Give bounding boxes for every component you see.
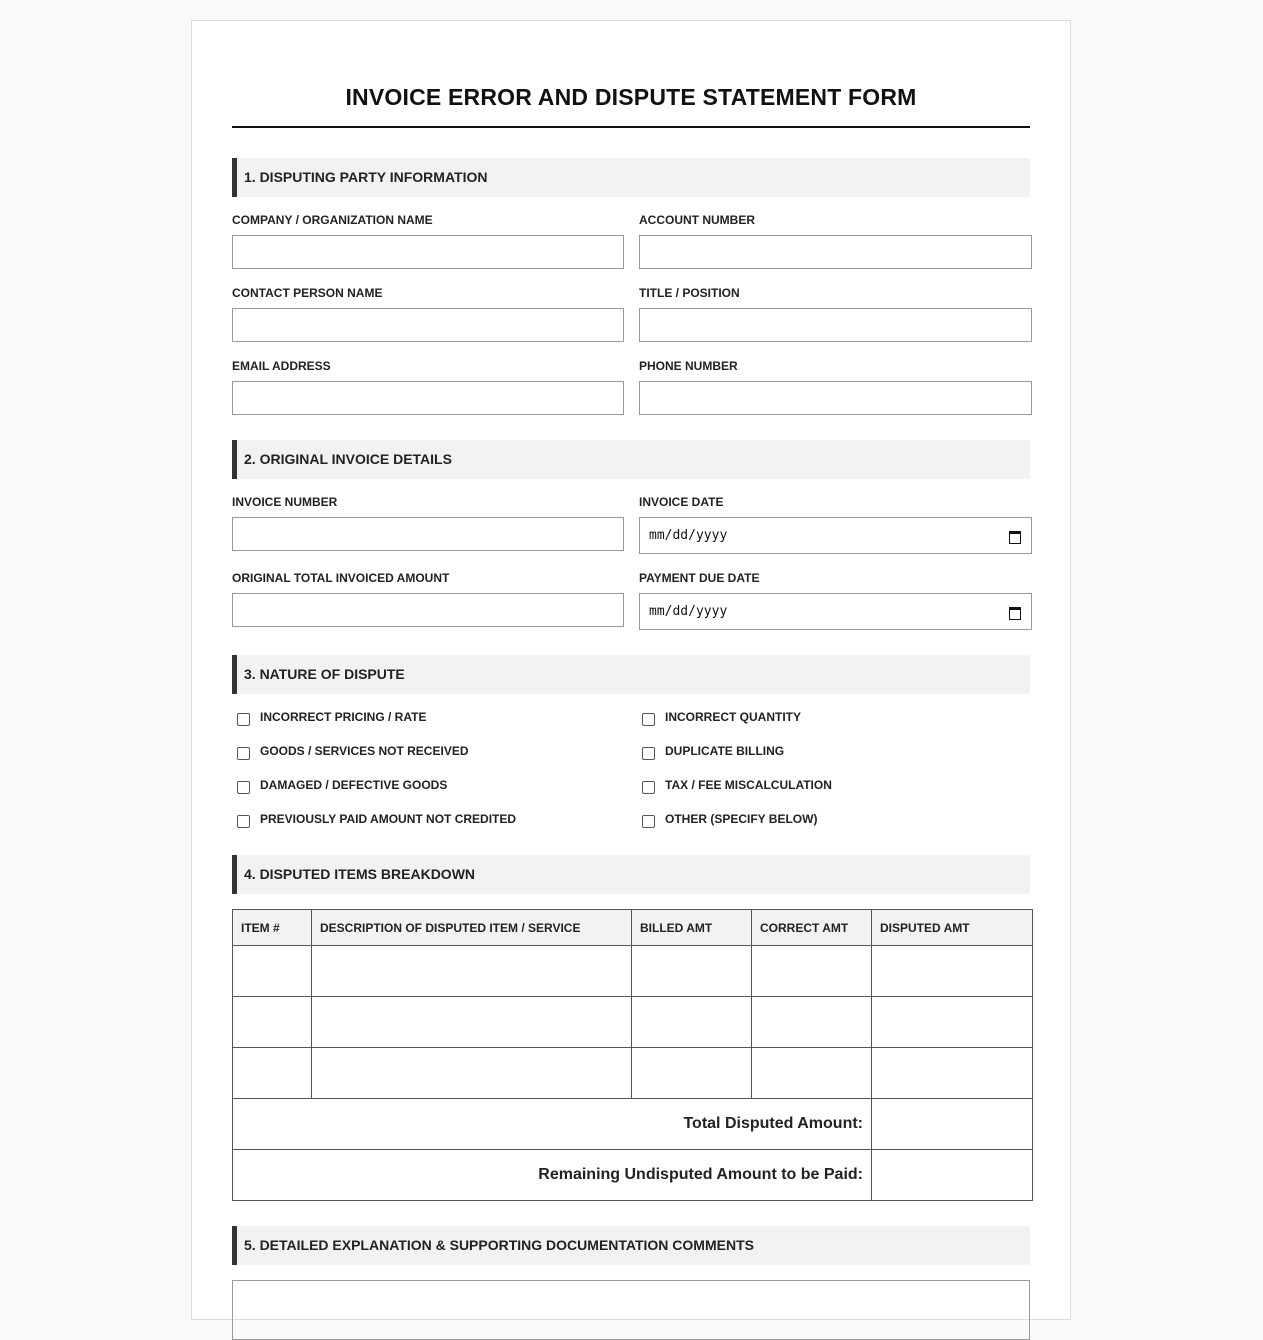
checkbox[interactable]: [237, 713, 250, 726]
option-duplicate[interactable]: [637, 734, 1032, 768]
invoice-date-input[interactable]: [639, 517, 1032, 554]
table-cell[interactable]: [233, 946, 312, 997]
table-row: [233, 997, 1033, 1048]
table-cell[interactable]: [312, 946, 632, 997]
table-cell[interactable]: [752, 1048, 872, 1099]
option-label: INCORRECT PRICING / RATE: [260, 710, 427, 724]
section-2-heading: 2. ORIGINAL INVOICE DETAILS: [232, 440, 1030, 479]
invoice-number-input[interactable]: [232, 517, 624, 551]
option-label: GOODS / SERVICES NOT RECEIVED: [260, 744, 469, 758]
table-cell[interactable]: [233, 997, 312, 1048]
option-label: PREVIOUSLY PAID AMOUNT NOT CREDITED: [260, 812, 517, 826]
invoice-number-field: [232, 494, 624, 554]
checkbox[interactable]: [642, 815, 655, 828]
table-cell[interactable]: [632, 946, 752, 997]
checkbox[interactable]: [237, 781, 250, 794]
checkbox[interactable]: [237, 747, 250, 760]
option-not-credited[interactable]: [232, 802, 637, 836]
table-cell[interactable]: [312, 997, 632, 1048]
remaining-amount-label: Remaining Undisputed Amount to be Paid:: [233, 1150, 872, 1201]
contact-grid: [232, 285, 1030, 342]
invoice-date-placeholder: mm/dd/yyyy: [649, 528, 728, 543]
disputed-items-table: [232, 909, 1033, 1201]
due-date-field: [639, 570, 1032, 630]
account-field: [639, 212, 1032, 269]
total-amount-label: ORIGINAL TOTAL INVOICED AMOUNT: [232, 571, 450, 585]
total-amount-input[interactable]: [232, 593, 624, 627]
email-grid: [232, 358, 1030, 415]
table-cell[interactable]: [632, 997, 752, 1048]
remaining-amount-value[interactable]: [872, 1150, 1033, 1201]
option-other[interactable]: [637, 802, 1032, 836]
section-4-heading: 4. DISPUTED ITEMS BREAKDOWN: [232, 855, 1030, 894]
email-input[interactable]: [232, 381, 624, 415]
company-label: COMPANY / ORGANIZATION NAME: [232, 213, 433, 227]
table-row: [233, 946, 1033, 997]
form-title: INVOICE ERROR AND DISPUTE STATEMENT FORM: [232, 21, 1030, 128]
option-label: OTHER (SPECIFY BELOW): [665, 812, 818, 826]
table-cell[interactable]: [233, 1048, 312, 1099]
table-cell[interactable]: [752, 997, 872, 1048]
invoice-grid-2: [232, 570, 1030, 630]
title-field: [639, 285, 1032, 342]
table-cell[interactable]: [752, 946, 872, 997]
col-billed: BILLED AMT: [632, 910, 752, 946]
table-header-row: [233, 910, 1033, 946]
option-label: DAMAGED / DEFECTIVE GOODS: [260, 778, 448, 792]
total-disputed-label: Total Disputed Amount:: [233, 1099, 872, 1150]
phone-input[interactable]: [639, 381, 1032, 415]
remaining-row: [233, 1150, 1033, 1201]
total-row: [233, 1099, 1033, 1150]
option-damaged[interactable]: [232, 768, 637, 802]
phone-label: PHONE NUMBER: [639, 359, 738, 373]
total-disputed-value[interactable]: [872, 1099, 1033, 1150]
invoice-grid-1: [232, 494, 1030, 554]
section-3-heading: 3. NATURE OF DISPUTE: [232, 655, 1030, 694]
party-info-grid: [232, 212, 1030, 269]
option-quantity[interactable]: [637, 700, 1032, 734]
checkbox[interactable]: [642, 713, 655, 726]
calendar-icon[interactable]: [1009, 530, 1021, 542]
title-label: TITLE / POSITION: [639, 286, 740, 300]
section-5-heading: 5. DETAILED EXPLANATION & SUPPORTING DOCUMENTATION COMMENTS: [232, 1226, 1030, 1265]
col-correct: CORRECT AMT: [752, 910, 872, 946]
company-input[interactable]: [232, 235, 624, 269]
due-date-label: PAYMENT DUE DATE: [639, 571, 760, 585]
due-date-input[interactable]: [639, 593, 1032, 630]
email-label: EMAIL ADDRESS: [232, 359, 331, 373]
form-page: [191, 20, 1071, 1320]
table-cell[interactable]: [872, 997, 1033, 1048]
due-date-placeholder: mm/dd/yyyy: [649, 604, 728, 619]
table-cell[interactable]: [872, 1048, 1033, 1099]
table-cell[interactable]: [872, 946, 1033, 997]
invoice-date-label: INVOICE DATE: [639, 495, 724, 509]
dispute-options: [232, 700, 1030, 836]
invoice-number-label: INVOICE NUMBER: [232, 495, 338, 509]
phone-field: [639, 358, 1032, 415]
checkbox[interactable]: [642, 747, 655, 760]
table-cell[interactable]: [312, 1048, 632, 1099]
col-disputed: DISPUTED AMT: [872, 910, 1033, 946]
email-field: [232, 358, 624, 415]
option-not-received[interactable]: [232, 734, 637, 768]
explanation-textarea[interactable]: [232, 1280, 1030, 1340]
contact-field: [232, 285, 624, 342]
table-cell[interactable]: [632, 1048, 752, 1099]
option-label: TAX / FEE MISCALCULATION: [665, 778, 832, 792]
contact-input[interactable]: [232, 308, 624, 342]
calendar-icon[interactable]: [1009, 606, 1021, 618]
section-1-heading: 1. DISPUTING PARTY INFORMATION: [232, 158, 1030, 197]
col-description: DESCRIPTION OF DISPUTED ITEM / SERVICE: [312, 910, 632, 946]
option-label: DUPLICATE BILLING: [665, 744, 785, 758]
account-label: ACCOUNT NUMBER: [639, 213, 755, 227]
invoice-date-field: [639, 494, 1032, 554]
option-label: INCORRECT QUANTITY: [665, 710, 801, 724]
table-row: [233, 1048, 1033, 1099]
checkbox[interactable]: [642, 781, 655, 794]
col-item: ITEM #: [233, 910, 312, 946]
checkbox[interactable]: [237, 815, 250, 828]
account-input[interactable]: [639, 235, 1032, 269]
company-field: [232, 212, 624, 269]
option-pricing[interactable]: [232, 700, 637, 734]
total-amount-field: [232, 570, 624, 630]
title-input[interactable]: [639, 308, 1032, 342]
contact-label: CONTACT PERSON NAME: [232, 286, 383, 300]
option-tax[interactable]: [637, 768, 1032, 802]
